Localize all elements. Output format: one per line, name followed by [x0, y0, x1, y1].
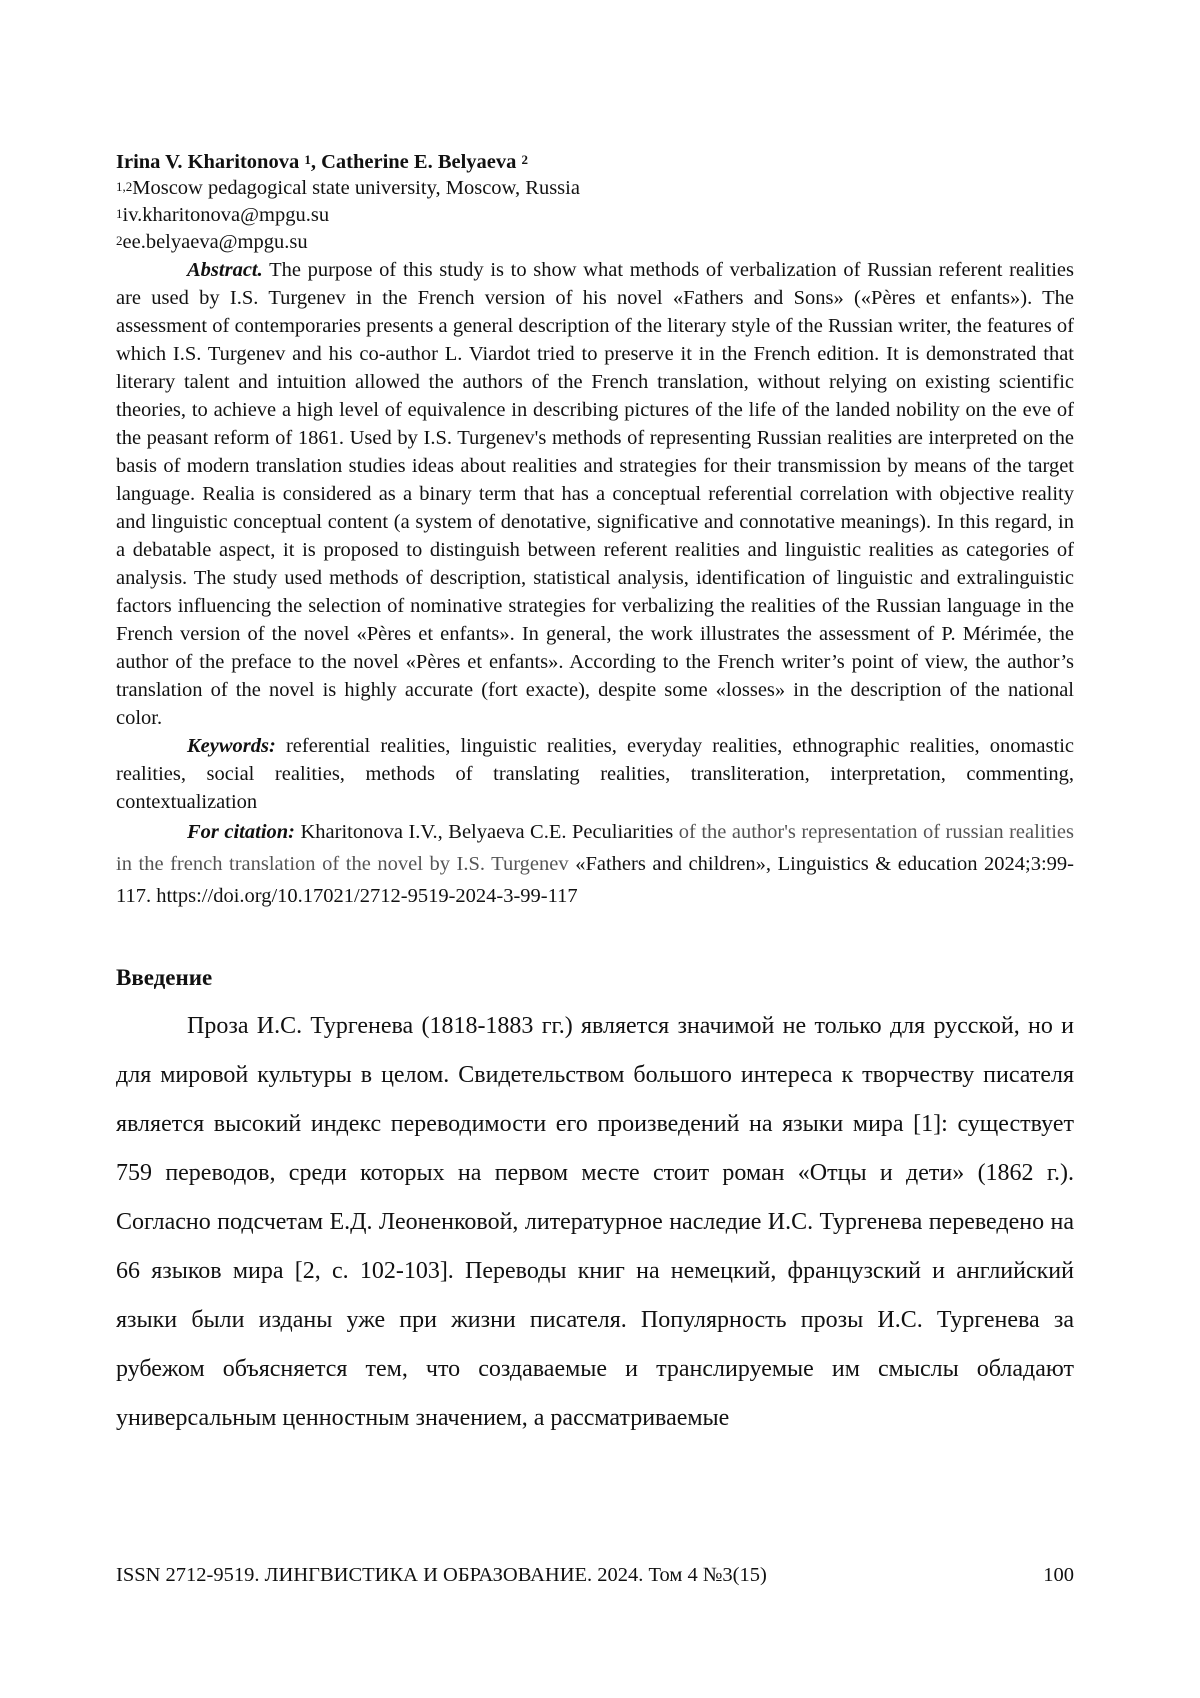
- affiliation-line: [116, 175, 1074, 202]
- journal-info: ISSN 2712-9519. ЛИНГВИСТИКА И ОБРАЗОВАНИЕ. 2024. Том 4 №3(15): [116, 1564, 767, 1586]
- email-1-mark: 1: [116, 206, 123, 221]
- keywords: [116, 732, 1074, 816]
- keywords-text: referential realities, linguistic realities, everyday realities, ethnographic realities, onomastic realities, social realities, methods of translating realities, transliteration, interpretation, commenting, contextualization: [116, 735, 1075, 813]
- email-2-mark: 2: [116, 233, 123, 248]
- authors-line: [116, 149, 1074, 175]
- email-2: ee.belyaeva@mpgu.su: [122, 231, 308, 253]
- author-1: Irina V. Kharitonova: [116, 151, 300, 173]
- citation-text-3: «Fathers and children», Linguistics & education 2024;3:99-117. https://doi.org/10.17021/2712-9519-2024-3-99-117: [116, 853, 1075, 907]
- email-1: iv.kharitonova@mpgu.su: [122, 204, 330, 226]
- affiliation-mark: 1,2: [116, 179, 133, 194]
- affiliation: Moscow pedagogical state university, Moscow, Russia: [132, 177, 580, 199]
- citation: [116, 816, 1074, 912]
- abstract-text: The purpose of this study is to show what methods of verbalization of Russian referent realities are used by I.S. Turgenev in the French version of his novel «Fathers and Sons» («Pères et enfants»). The assessment of contemporaries presents a general description of the literary style of the Russian writer, the features of which I.S. Turgenev and his co-author L. Viardot tried to preserve it in the French edition. It is demonstrated that literary talent and intuition allowed the authors of the French translation, without relying on existing scientific theories, to achieve a high level of equivalence in describing pictures of the life of the landed nobility on the eve of the peasant reform of 1861. Used by I.S. Turgenev's methods of representing Russian realities are interpreted on the basis of modern translation studies ideas about realities and strategies for their transmission by means of the target language. Realia is considered as a binary term that has a conceptual referential correlation with objective reality and linguistic conceptual content (a system of denotative, significative and connotative meanings). In this regard, in a debatable aspect, it is proposed to distinguish between referent realities and linguistic realities as categories of analysis. The study used methods of description, statistical analysis, identification of linguistic and extralinguistic factors influencing the selection of nominative strategies for verbalizing the realities of the Russian language in the French version of the novel «Pères et enfants». In general, the work illustrates the assessment of P. Mérimée, the author of the preface to the novel «Pères et enfants». According to the French writer’s point of view, the author’s translation of the novel is highly accurate (fort exacte), despite some «losses» in the description of the national color.: [116, 259, 1074, 729]
- keywords-label: Keywords:: [187, 735, 276, 757]
- abstract-label: Abstract.: [187, 259, 263, 281]
- email-line-1: [116, 202, 1074, 229]
- email-line-2: [116, 229, 1074, 256]
- page-number: 100: [1043, 1564, 1074, 1586]
- author-separator: ,: [310, 151, 322, 173]
- abstract: [116, 256, 1074, 732]
- citation-text-1: Kharitonova I.V., Belyaeva C.E. Peculiarities: [300, 821, 674, 843]
- author-2: Catherine E. Belyaeva: [321, 151, 517, 173]
- author-2-affiliation-mark: 2: [521, 152, 529, 167]
- citation-label: For citation:: [187, 821, 295, 843]
- article-content: [116, 149, 1074, 1443]
- citation-text-2: of the author's representation of russian realities in the french translation of the novel by I.S. Turgenev: [116, 821, 1074, 875]
- section-body: Проза И.С. Тургенева (1818-1883 гг.) является значимой не только для русской, но и для мировой культуры в целом. Свидетельством большого интереса к творчеству писателя является высокий индекс переводимости его произведений на языки мира [1]: существует 759 переводов, среди которых на первом месте стоит роман «Отцы и дети» (1862 г.). Согласно подсчетам Е.Д. Леоненковой, литературное наследие И.С. Тургенева переведено на 66 языков мира [2, с. 102-103]. Переводы книг на немецкий, французский и английский языки были изданы уже при жизни писателя. Популярность прозы И.С. Тургенева за рубежом объясняется тем, что создаваемые и транслируемые им смыслы обладают универсальным ценностным значением, а рассматриваемые: [116, 1013, 1074, 1431]
- author-1-affiliation-mark: 1: [304, 152, 311, 167]
- section-heading: Введение: [116, 965, 213, 990]
